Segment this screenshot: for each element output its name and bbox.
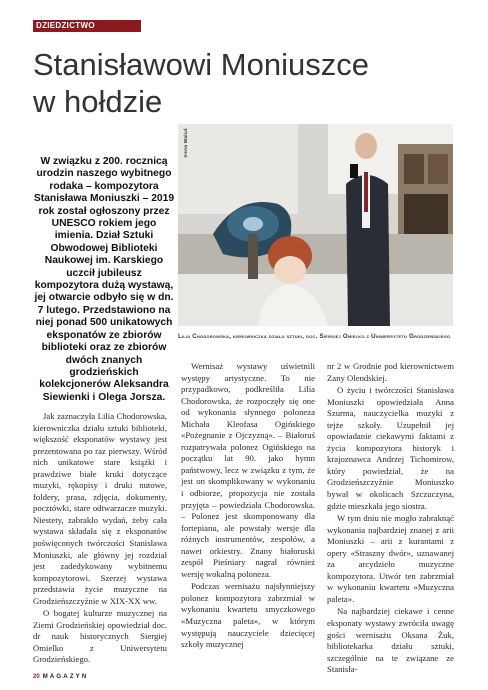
paragraph: nr 2 w Grodnie pod kierownictwem Zany Olendskiej. [327,361,454,383]
title-line-2: w hołdzie [33,84,163,119]
magazine-name: MAGAZYN [42,674,89,680]
page-footer [33,674,88,680]
text-column-3 [327,361,454,676]
text-column-1 [33,411,167,666]
article-photo [178,124,453,326]
paragraph: Jak zaznaczyła Lilia Chodorowska, kierowniczka działu sztuki biblioteki, większość eksponatów wystawy jest prezentowana po raz pierwszy. Wśród nich unikatowe stare książki i prawdziwe białe kruki dotyczące muzyki, rękopisy i druki nutowe, foldery, prasa, zdjęcia, dokumenty, pocztówki, stare odtwarzacze muzyki. Niestety, zabrakło wydań, żeby cała wystawa składała się z eksponatów poświęconych twórczości Stanisława Moniuszki, ale główny jej rozdział jest zadedykowany wybitnemu kompozytorowi. Szerzej wystawa przedstawia życie muzyczne na Grodzieńszczyźnie w XIX-XX ww. [33,411,167,606]
lead-text: W związku z 200. rocznicą urodzin naszego wybitnego rodaka – kompozytora Stanisława Moniuszki – 2019 rok został ogłoszony przez UNESCO rokiem jego imienia. Dział Sztuki Obwodowej Biblioteki Naukowej im. Karskiego uczcił jubileusz kompozytora dużą wystawą, jej otwarcie odbyło się w dn. 7 lutego. Przedstawiono na niej ponad 500 unikatowych eksponatów ze zbiorów biblioteki oraz ze zbiorów dwóch znanych grodzieńskich kolekcjonerów Aleksandra Siewienki i Olega Jorsza. [33,156,175,403]
photo-credit: Irena Waluś [183,128,188,158]
article-title [33,46,453,120]
section-tag: DZIEDZICTWO [33,20,141,32]
text-column-2 [181,361,315,651]
photo-caption: Lilia Chodorowska, kierowniczka działu sztuki, doc. Siergiej Omielko z Uniwersytetu Grodzieńskiego [178,333,451,340]
paragraph: Na najbardziej ciekawe i cenne eksponaty wystawy zwróciła uwagę gości wernisażu Oksana Żuk, bibliotekarka działu sztuki, szczególnie na te związane ze Stanisła- [327,606,454,675]
paragraph: O życiu i twórczości Stanisława Moniuszki opowiedziała Anna Szurma, nauczycielka muzyki z tejże szkoły. Uzupełnił jej opowiadanie ciekawymi faktami z życia kompozytora historyk i krajoznawca Andrzej Tichomirow, który powiedział, że na Grodzieńszczyźnie Moniuszko bywał w okolicach Szczuczyna, gdzie mieszkała jego siostra. [327,385,454,511]
lead-paragraph [33,156,175,404]
page-number: 20 [33,674,40,680]
paragraph: O bogatej kulturze muzycznej na Ziemi Grodzieńskiej opowiedział doc. dr nauk historycznych Siergiej Omielko z Uniwersytetu Grodzieńskiego. [33,608,167,665]
paragraph: Wernisaż wystawy uświetnili występy artystyczne. To nie przypadkowo, podkreśliła Lilia Chodorowska, że rozpoczęły się one od wykonania słynnego poloneza Michała Kleofasa Ogińskiego «Pożegnanie z Ojczyzną». – Białoruś rozpatrywała polonez Ogińskiego na początku lat 90. jako hymn państwowy, lecz w związku z tym, że jest on skomplikowany w wykonaniu i odbiorze, propozycja nie została przyjęta – powiedziała Chodorowska. – Polonez jest skomponowany dla fortepianu, ale powstały wersje dla różnych instrumentów, zespołów, a nawet orkiestry. Znany białoruski zespół Pieśniary nagrał również wersję wokalną poloneza. [181,361,315,579]
paragraph: Podczas wernisażu najsłynniejszy polonez kompozytora zabrzmiał w wykonaniu kwartetu smyczkowego «Muzyczna paleta», w którym występują nauczyciele dziecięcej szkoły muzycznej [181,581,315,650]
paragraph: W tym dniu nie mogło zabraknąć wykonania najbardziej znanej z arii Moniuszki – arii z kurantami z opery «Straszny dwór», uznawanej za arcydzieło muzyczne kompozytora. Utwór ten zabrzmiał w wykonaniu kwartetu «Muzyczna paleta». [327,513,454,604]
photo-illustration [178,124,453,326]
title-line-1: Stanisławowi Moniuszce [33,47,369,82]
